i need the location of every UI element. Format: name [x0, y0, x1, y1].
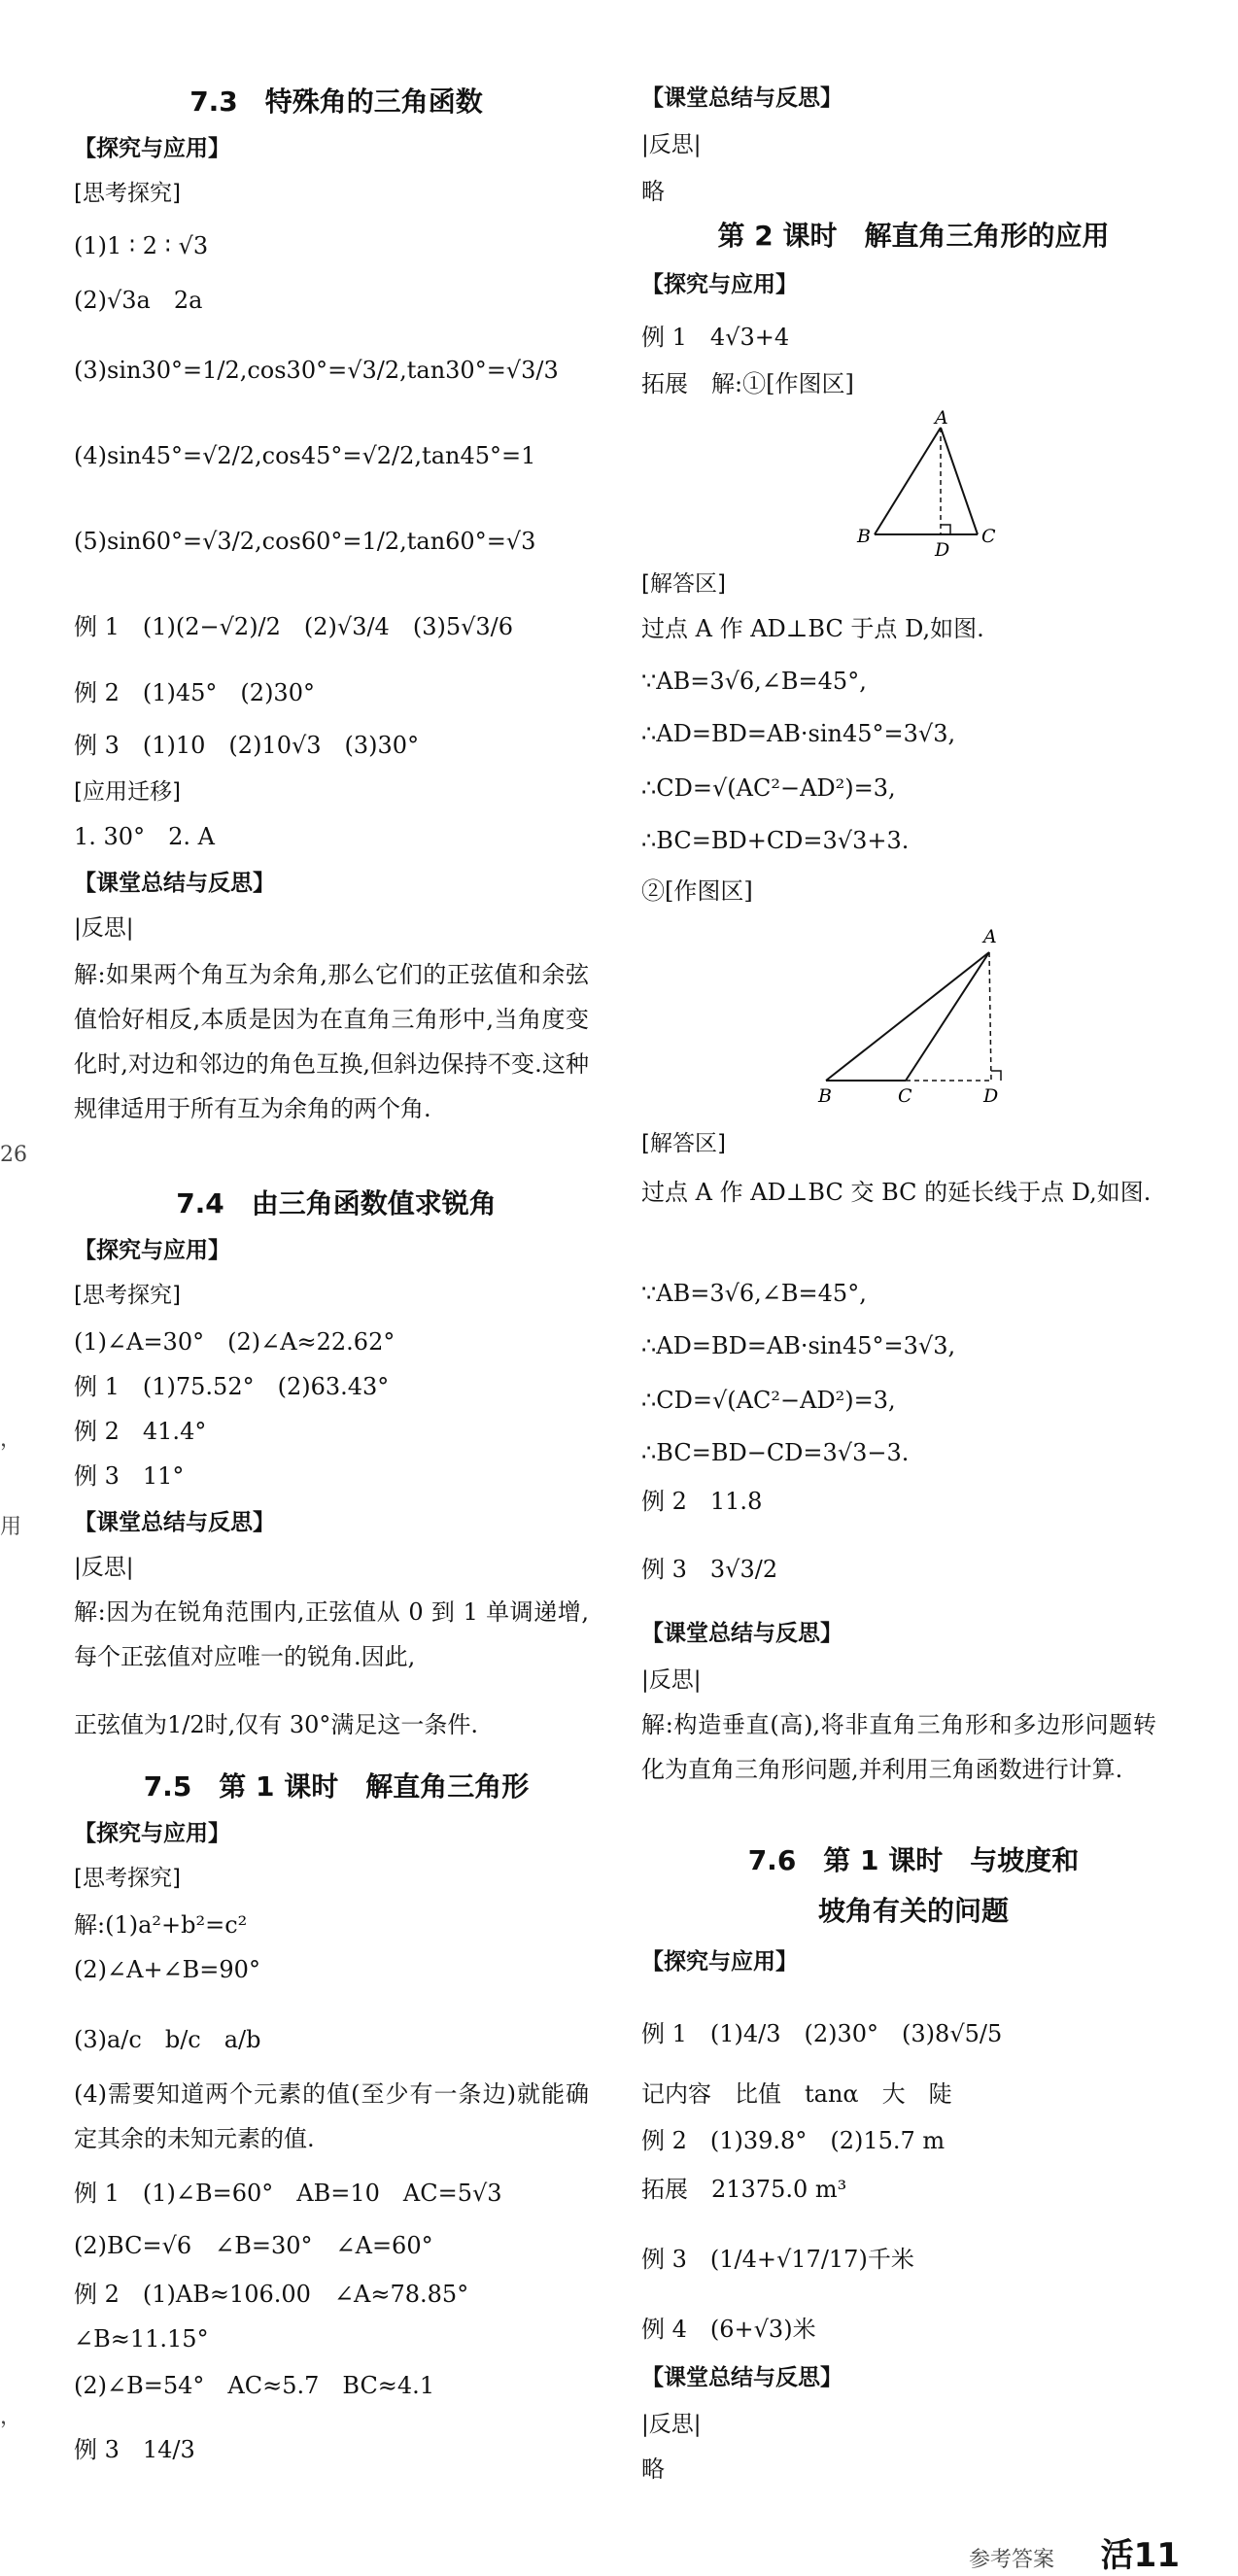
solution-line: 过点 A 作 AD⊥BC 于点 D,如图. — [641, 615, 984, 642]
solution-line: ∴AD=BD=AB·sin45°=3√3, — [641, 720, 956, 747]
right-angle-mark — [941, 525, 950, 534]
example-3: 例 3 3√3/2 — [641, 1556, 778, 1583]
example-4: 例 4 (6+√3)米 — [641, 2316, 816, 2343]
point-label-b: B — [857, 526, 871, 547]
explore-heading: 【探究与应用】 — [641, 272, 798, 297]
reflect-answer: 略 — [641, 2456, 665, 2483]
section-title-7-5-lesson-2: 第 2 课时 解直角三角形的应用 — [717, 220, 1110, 252]
explore-heading: 【探究与应用】 — [74, 136, 230, 161]
apply-heading: [应用迁移] — [74, 779, 181, 805]
segment-ac — [906, 952, 989, 1081]
answer-line: (2)√3a 2a — [74, 287, 203, 314]
memo-line: 记内容 比值 tanα 大 陡 — [641, 2080, 952, 2108]
summary-heading: 【课堂总结与反思】 — [641, 86, 843, 111]
solution-line: ∴CD=√(AC²−AD²)=3, — [641, 1387, 896, 1414]
answer-line: (4)需要知道两个元素的值(至少有一条边)就能确定其余的未知元素的值. — [74, 2080, 589, 2152]
segment-ab — [875, 428, 941, 534]
answer-line: (3)sin30°=1/2,cos30°=√3/2,tan30°=√3/3 — [74, 357, 559, 384]
reflect-answer: 解:如果两个角互为余角,那么它们的正弦值和余弦值恰好相反,本质是因为在直角三角形中,当角度变化时,对边和邻边的角色互换,但斜边保持不变.这种规律适用于所有互为余角的两个角. — [74, 961, 589, 1122]
example-1: 例 1 (1)∠B=60° AB=10 AC=5√3 — [74, 2180, 502, 2207]
section-title-7-5: 7.5 第 1 课时 解直角三角形 — [143, 1770, 530, 1803]
margin-fragment: ， — [0, 1427, 22, 1452]
example-1: 例 1 (1)75.52° (2)63.43° — [74, 1373, 390, 1400]
solution-line: ∴BC=BD−CD=3√3−3. — [641, 1439, 910, 1466]
example-1-part-2: (2)BC=√6 ∠B=30° ∠A=60° — [74, 2232, 433, 2259]
summary-heading: 【课堂总结与反思】 — [641, 1621, 843, 1646]
example-3: 例 3 14/3 — [74, 2436, 195, 2463]
right-angle-mark — [991, 1071, 1001, 1081]
section-title-7-6-line-2: 坡角有关的问题 — [817, 1895, 1009, 1927]
solution-line: 过点 A 作 AD⊥BC 交 BC 的延长线于点 D,如图. — [641, 1179, 1152, 1206]
point-label-a: A — [935, 408, 948, 429]
summary-heading: 【课堂总结与反思】 — [641, 2365, 843, 2390]
example-2: 例 2 (1)39.8° (2)15.7 m — [641, 2127, 946, 2154]
point-label-c: C — [898, 1085, 912, 1107]
point-label-d: D — [935, 539, 950, 561]
extension: 拓展 21375.0 m³ — [641, 2176, 847, 2203]
reflect-label: |反思| — [641, 132, 702, 157]
example-2-cont: ∠B≈11.15° — [74, 2325, 209, 2353]
reflect-answer: 略 — [641, 178, 665, 205]
point-label-b: B — [818, 1085, 832, 1107]
margin-fragment: 26 — [0, 1143, 27, 1167]
example-3: 例 3 (1)10 (2)10√3 (3)30° — [74, 732, 420, 759]
example-1: 例 1 (1)4/3 (2)30° (3)8√5/5 — [641, 2020, 1003, 2047]
think-heading: [思考探究] — [74, 1866, 181, 1891]
triangle-figure-1 — [797, 408, 1020, 564]
margin-fragment: 用 — [0, 1515, 22, 1539]
answer-line: 解:(1)a²+b²=c² — [74, 1911, 248, 1939]
margin-fragment: ， — [0, 2405, 22, 2429]
solution-line: ∴BC=BD+CD=3√3+3. — [641, 827, 910, 854]
answer-line: (2)∠A+∠B=90° — [74, 1956, 260, 1983]
example-2: 例 2 (1)45° (2)30° — [74, 679, 315, 706]
example-2-part-2: (2)∠B=54° AC≈5.7 BC≈4.1 — [74, 2372, 435, 2399]
point-label-c: C — [981, 526, 996, 547]
answer-line: (1)∠A=30° (2)∠A≈22.62° — [74, 1328, 395, 1356]
example-1: 例 1 4√3+4 — [641, 324, 790, 351]
point-label-d: D — [983, 1085, 999, 1107]
apply-answer: 1. 30° 2. A — [74, 823, 215, 850]
solution-line: ∵AB=3√6,∠B=45°, — [641, 668, 867, 695]
answer-area-heading: [解答区] — [641, 571, 726, 597]
explore-heading: 【探究与应用】 — [74, 1821, 230, 1846]
summary-heading: 【课堂总结与反思】 — [74, 871, 275, 896]
triangle-figure-2 — [797, 923, 1030, 1108]
example-3: 例 3 (1/4+√17/17)千米 — [641, 2246, 914, 2273]
segment-ac — [941, 428, 978, 534]
reflect-label: |反思| — [641, 1667, 702, 1693]
page-footer — [969, 2528, 1180, 2576]
answer-line: (5)sin60°=√3/2,cos60°=1/2,tan60°=√3 — [74, 528, 536, 555]
footer-label: 参考答案 — [969, 2548, 1055, 2572]
reflect-answer: 解:因为在锐角范围内,正弦值从 0 到 1 单调递增,每个正弦值对应唯一的锐角.因此, — [74, 1598, 589, 1670]
reflect-label: |反思| — [641, 2412, 702, 2437]
segment-ab — [826, 952, 989, 1081]
page-number: 活11 — [1100, 2536, 1180, 2575]
example-1: 例 1 (1)(2−√2)/2 (2)√3/4 (3)5√3/6 — [74, 613, 514, 640]
section-title-7-4: 7.4 由三角函数值求锐角 — [176, 1187, 497, 1219]
example-3: 例 3 11° — [74, 1462, 185, 1490]
solution-line: ∵AB=3√6,∠B=45°, — [641, 1280, 867, 1307]
reflect-label: |反思| — [74, 915, 134, 941]
summary-heading: 【课堂总结与反思】 — [74, 1510, 275, 1535]
point-label-a: A — [983, 926, 997, 947]
reflect-answer-end: 正弦值为1/2时,仅有 30°满足这一条件. — [74, 1711, 479, 1738]
section-title-7-3: 7.3 特殊角的三角函数 — [189, 86, 483, 118]
reflect-label: |反思| — [74, 1555, 134, 1580]
draw-area-heading: ②[作图区] — [641, 877, 753, 905]
example-2: 例 2 (1)AB≈106.00 ∠A≈78.85° — [74, 2281, 469, 2308]
answer-line: (3)a/c b/c a/b — [74, 2026, 261, 2053]
think-heading: [思考探究] — [74, 181, 181, 206]
solution-line: ∴CD=√(AC²−AD²)=3, — [641, 774, 896, 802]
extension: 拓展 解:①[作图区] — [641, 370, 854, 397]
section-title-7-6: 7.6 第 1 课时 与坡度和 — [747, 1844, 1080, 1876]
answer-line: (4)sin45°=√2/2,cos45°=√2/2,tan45°=1 — [74, 442, 536, 469]
explore-heading: 【探究与应用】 — [641, 1949, 798, 1975]
solution-line: ∴AD=BD=AB·sin45°=3√3, — [641, 1332, 956, 1359]
example-2: 例 2 41.4° — [74, 1418, 207, 1445]
think-heading: [思考探究] — [74, 1283, 181, 1308]
answer-line: (1)1 ∶ 2 ∶ √3 — [74, 232, 209, 259]
example-2: 例 2 11.8 — [641, 1488, 763, 1515]
answer-area-heading: [解答区] — [641, 1131, 726, 1156]
reflect-answer: 解:构造垂直(高),将非直角三角形和多边形问题转化为直角三角形问题,并利用三角函数进行计算. — [641, 1711, 1156, 1783]
altitude-ad — [989, 952, 991, 1081]
explore-heading: 【探究与应用】 — [74, 1238, 230, 1263]
